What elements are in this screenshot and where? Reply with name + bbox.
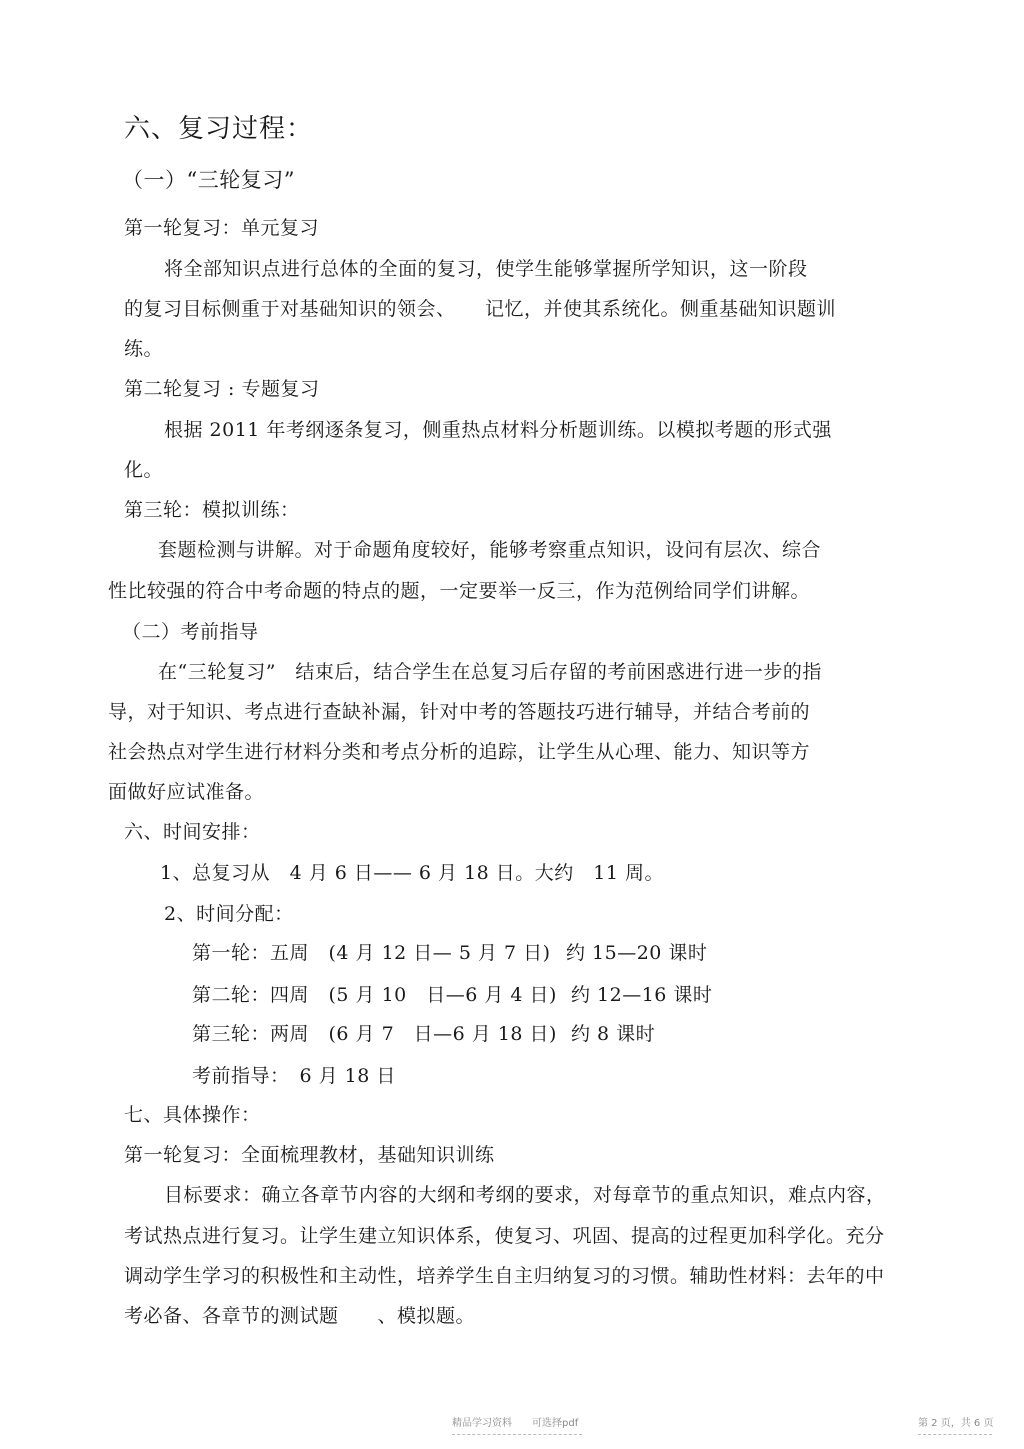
- schedule-round-label: 第一轮：五周 (4 月 12 日— 5 月 7 日): [192, 942, 551, 964]
- paragraph-line: 的复习目标侧重于对基础知识的领会、 记忆，并使其系统化。侧重基础知识题训: [124, 298, 837, 320]
- paragraph-line: 在“三轮复习” 结束后，结合学生在总复习后存留的考前困惑进行进一步的指: [158, 661, 822, 683]
- paragraph-line: 性比较强的符合中考命题的特点的题，一定要举一反三，作为范例给同学们讲解。: [108, 580, 811, 602]
- paragraph-line: 将全部知识点进行总体的全面的复习，使学生能够掌握所学知识，这一阶段: [164, 258, 808, 280]
- paragraph-line: 面做好应试准备。: [108, 781, 265, 803]
- paragraph-line: 套题检测与讲解。对于命题角度较好，能够考察重点知识，设问有层次、综合: [158, 539, 822, 561]
- paragraph-line: 导，对于知识、考点进行查缺补漏，针对中考的答题技巧进行辅导，并结合考前的: [108, 701, 811, 723]
- round3-title: 第三轮：模拟训练：: [124, 499, 300, 521]
- footer-divider: [452, 1434, 582, 1435]
- operation-round1-title: 第一轮复习：全面梳理教材，基础知识训练: [124, 1144, 495, 1166]
- schedule-round-hours: 约 12—16 课时: [571, 984, 713, 1006]
- paragraph-line: 化。: [124, 459, 164, 481]
- paragraph-line: 根据 2011 年考纲逐条复习，侧重热点材料分析题训练。以模拟考题的形式强: [164, 419, 832, 441]
- round1-title: 第一轮复习：单元复习: [124, 217, 320, 239]
- paragraph-line: 社会热点对学生进行材料分类和考点分析的追踪，让学生从心理、能力、知识等方: [108, 741, 811, 763]
- schedule-round-label: 第二轮：四周 (5 月 10 日—6 月 4 日): [192, 984, 557, 1006]
- schedule-heading: 六、时间安排：: [124, 821, 261, 843]
- schedule-item-allocation: 2、时间分配：: [164, 903, 294, 925]
- paragraph-line: 考试热点进行复习。让学生建立知识体系，使复习、巩固、提高的过程更加科学化。充分: [124, 1225, 885, 1247]
- paragraph-line: 考必备、各章节的测试题 、模拟题。: [124, 1305, 476, 1327]
- schedule-pre-exam: 考前指导： 6 月 18 日: [192, 1065, 396, 1087]
- operation-heading: 七、具体操作：: [124, 1104, 261, 1126]
- schedule-round-label: 第三轮：两周 (6 月 7 日—6 月 18 日): [192, 1023, 557, 1045]
- footer-source-note: 精品学习资料 可选择pdf: [452, 1418, 579, 1429]
- paragraph-line: 调动学生学习的积极性和主动性，培养学生自主归纳复习的习惯。辅助性材料：去年的中: [124, 1265, 885, 1287]
- schedule-round-hours: 约 15—20 课时: [566, 942, 708, 964]
- paragraph-line: 练。: [124, 338, 164, 360]
- schedule-item-total: 1、总复习从 4 月 6 日—— 6 月 18 日。大约 11 周。: [160, 862, 665, 884]
- page-heading-review-process: 六、复习过程：: [124, 114, 314, 144]
- round2-title: 第二轮复习 : 专题复习: [124, 378, 320, 400]
- paragraph-line: 目标要求：确立各章节内容的大纲和考纲的要求，对每章节的重点知识，难点内容，: [164, 1184, 886, 1206]
- pre-exam-title: （二）考前指导: [122, 621, 259, 643]
- subheading-three-rounds: （一）“三轮复习”: [122, 168, 295, 192]
- footer-divider: [918, 1434, 992, 1435]
- footer-page-number: 第 2 页，共 6 页: [918, 1418, 994, 1429]
- schedule-round-hours: 约 8 课时: [571, 1023, 656, 1045]
